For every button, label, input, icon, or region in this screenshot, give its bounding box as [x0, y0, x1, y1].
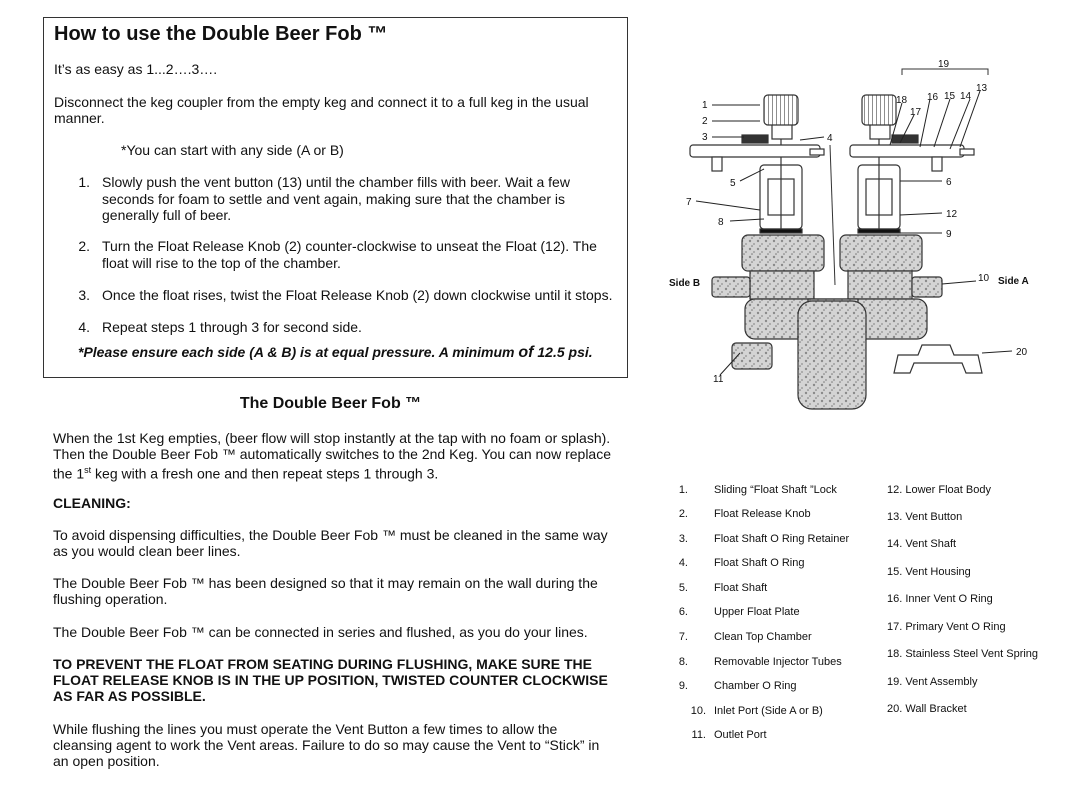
side-a-label: Side A: [998, 276, 1029, 287]
parts-list-left: 1. Sliding “Float Shaft ”Lock 2. Float Release Knob 3. Float Shaft O Ring Retainer 4. Float Shaft O Ring 5. Float Shaft 6. Upper Float Plate 7. Clean Top Chamber 8. Removable Injector Tubes 9. Chamber O Ring 10. Inlet Port (Side A or B) 11. Outlet Port: [678, 484, 850, 741]
list-item: 13. Vent Button: [887, 511, 963, 523]
callout-6: 6: [946, 177, 952, 188]
paragraph-3: The Double Beer Fob ™ has been designed so that it may remain on the wall during the flushing operation.: [53, 575, 598, 607]
instructions-disconnect: Disconnect the keg coupler from the empty keg and connect it to a full keg in the usual manner.: [54, 94, 589, 126]
step-text: Turn the Float Release Knob (2) counter-clockwise to unseat the Float (12). The float will rise to the top of the chamber.: [102, 238, 597, 271]
callout-15: 15: [944, 91, 956, 102]
list-item: 12. Lower Float Body: [887, 484, 991, 496]
parts-list-right: [887, 480, 1067, 720]
callout-18: 18: [896, 95, 908, 106]
paragraph-2: To avoid dispensing difficulties, the Double Beer Fob ™ must be cleaned in the same way as you would clean beer lines.: [53, 527, 608, 559]
step-text: Once the float rises, twist the Float Release Knob (2) down clockwise until it stops.: [102, 287, 613, 303]
callout-20: 20: [1016, 347, 1028, 358]
chamber-left: [690, 95, 824, 233]
callout-13: 13: [976, 83, 988, 94]
instructions-box: [43, 17, 628, 378]
double-beer-fob-diagram: [660, 55, 1060, 440]
fob-heading: The Double Beer Fob ™: [239, 395, 422, 412]
paragraph-5: While flushing the lines you must operate the Vent Button a few times to allow the cleansing agent to work the Vent areas. Failure to do so may cause the Vent to “Stick” in an open position.: [53, 721, 600, 769]
instructions-title: How to use the Double Beer Fob ™: [54, 23, 388, 45]
callout-1: 1: [702, 100, 708, 111]
list-item: 18. Stainless Steel Vent Spring: [887, 648, 1039, 660]
callout-14: 14: [960, 91, 972, 102]
step-number: 2.: [78, 238, 90, 254]
callout-8: 8: [718, 217, 724, 228]
paragraph-4: The Double Beer Fob ™ can be connected in series and flushed, as you do your lines.: [53, 624, 588, 640]
cleaning-heading: CLEANING:: [53, 495, 131, 511]
diagram-body: [712, 235, 942, 409]
callout-2: 2: [702, 116, 708, 127]
instructions-intro: It’s as easy as 1...2….3….: [54, 61, 218, 77]
instructions-note: *You can start with any side (A or B): [121, 142, 344, 158]
side-b-label: Side B: [669, 278, 701, 289]
list-item: 14. Vent Shaft: [887, 538, 957, 550]
callout-11: 11: [713, 374, 724, 385]
callout-4: 4: [827, 133, 833, 144]
callout-19: 19: [938, 59, 950, 70]
list-item: 17. Primary Vent O Ring: [887, 621, 1006, 633]
step-text: Repeat steps 1 through 3 for second side.: [102, 319, 362, 335]
callout-17: 17: [910, 107, 922, 118]
paragraph-1: When the 1st Keg empties, (beer flow will stop instantly at the tap with no foam or splash). Then the Double Beer Fob ™ automatically switches to the 2nd Keg. You can now replace the 1st keg with a fresh one and then repeat steps 1 through 3.: [53, 430, 612, 482]
step-number: 4.: [78, 319, 90, 335]
step-number: 1.: [78, 174, 90, 190]
callout-12: 12: [946, 209, 958, 220]
list-item: 15. Vent Housing: [887, 566, 971, 578]
step-text: Slowly push the vent button (13) until the chamber fills with beer. Wait a few seconds for foam to settle and vent again, making sure that the chamber is generally full of beer.: [102, 174, 570, 223]
warning-text: TO PREVENT THE FLOAT FROM SEATING DURING FLUSHING, MAKE SURE THE FLOAT RELEASE KNOB IS IN THE UP POSITION, TWISTED COUNTER CLOCKWISE AS FAR AS POSSIBLE.: [53, 656, 608, 704]
list-item: 19. Vent Assembly: [887, 676, 978, 688]
list-item: 16. Inner Vent O Ring: [887, 593, 993, 605]
callout-3: 3: [702, 132, 708, 143]
list-item: 20. Wall Bracket: [887, 703, 967, 715]
wall-bracket: [894, 345, 982, 373]
step-number: 3.: [78, 287, 90, 303]
callout-9: 9: [946, 229, 952, 240]
callout-5: 5: [730, 178, 736, 189]
pressure-note: *Please ensure each side (A & B) is at equal pressure. A minimum of 12.5 psi.: [78, 344, 593, 361]
callout-10: 10: [978, 273, 990, 284]
callout-16: 16: [927, 92, 939, 103]
callout-7: 7: [686, 197, 692, 208]
